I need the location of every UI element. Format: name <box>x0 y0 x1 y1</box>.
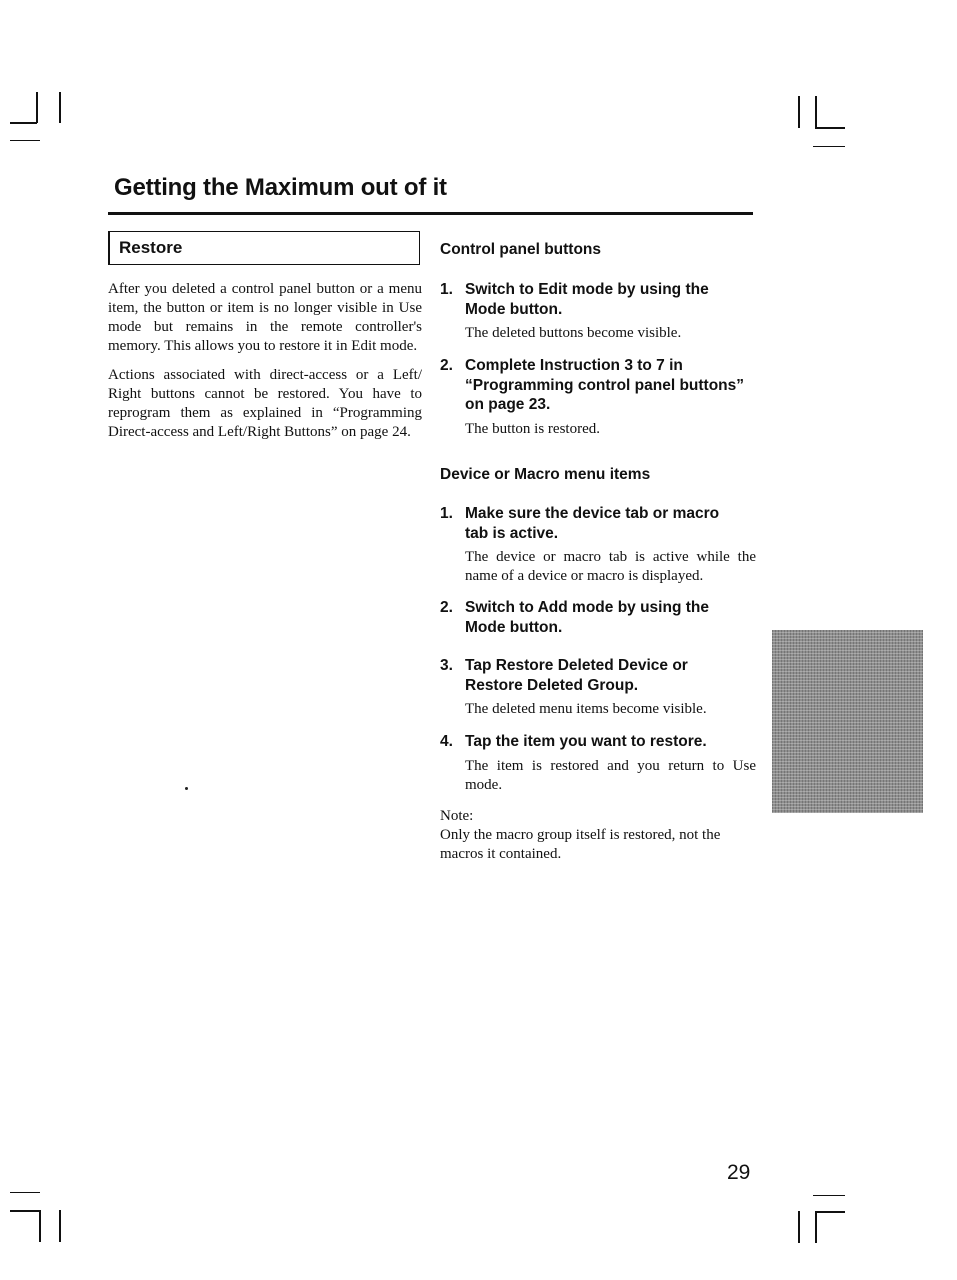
crop-mark-top-left-vertical-2 <box>59 92 61 123</box>
restore-body <box>108 280 422 452</box>
note <box>440 807 754 864</box>
device-macro-step-1 <box>440 504 756 586</box>
step-title: Tap the item you want to restore. <box>465 733 707 750</box>
crop-mark-bottom-left-rule <box>10 1192 40 1193</box>
device-macro-step-3 <box>440 656 756 719</box>
page-title: Getting the Maximum out of it <box>114 174 447 201</box>
crop-mark-top-left-horizontal <box>10 122 37 124</box>
device-macro-step-4 <box>440 732 756 795</box>
crop-mark-bottom-left-horizontal <box>10 1210 40 1212</box>
crop-mark-bottom-right-vertical-1 <box>798 1211 800 1243</box>
restore-paragraph-2: Actions associated with direct-access or a Left/ Right buttons cannot be restored. You have to reprogram them as explained in “Programming Direct-access and Left/Right Buttons” on page 24. <box>108 367 422 440</box>
crop-mark-top-left-vertical-1 <box>36 92 38 123</box>
crop-mark-bottom-left-vertical-2 <box>59 1210 61 1242</box>
crop-mark-bottom-left-vertical-1 <box>39 1210 41 1242</box>
step-title: Switch to Add mode by using the Mode button. <box>465 599 709 636</box>
control-panel-step-2 <box>440 356 756 439</box>
control-panel-step-1 <box>440 280 756 343</box>
step-title: Switch to Edit mode by using the Mode button. <box>465 281 709 318</box>
step-number: 2. <box>440 599 453 616</box>
step-description: The deleted buttons become visible. <box>465 325 682 341</box>
title-rule <box>108 212 753 215</box>
restore-paragraph-1: After you deleted a control panel button or a menu item, the button or item is no longer visible in Use mode but remains in the remote controller's memory. This allows you to restore it in Edit mode. <box>108 281 422 354</box>
step-number: 4. <box>440 733 453 750</box>
step-description: The button is restored. <box>465 420 600 437</box>
crop-mark-bottom-right-horizontal <box>815 1211 845 1213</box>
page-number: 29 <box>727 1161 751 1184</box>
note-label: Note: <box>440 808 474 824</box>
scan-speck <box>185 787 188 790</box>
crop-mark-bottom-right-rule <box>813 1195 845 1196</box>
step-number: 1. <box>440 505 453 522</box>
crop-mark-top-right-rule <box>813 146 845 147</box>
device-macro-step-2 <box>440 598 756 637</box>
step-description: The item is restored and you return to Use mode. <box>465 757 756 793</box>
crop-mark-top-right-vertical-1 <box>798 96 800 128</box>
note-text: Only the macro group itself is restored, not the macros it contained. <box>440 827 721 862</box>
step-title: Tap Restore Deleted Device or Restore Deleted Group. <box>465 657 688 694</box>
restore-heading: Restore <box>119 238 183 257</box>
step-title: Make sure the device tab or macro tab is active. <box>465 505 720 542</box>
restore-heading-box <box>108 231 420 265</box>
step-number: 2. <box>440 357 453 374</box>
crop-mark-top-left-rule <box>10 140 40 141</box>
step-number: 3. <box>440 657 453 674</box>
step-title: Complete Instruction 3 to 7 in “Programming control panel buttons” on page 23. <box>465 357 745 413</box>
step-description: The deleted menu items become visible. <box>465 701 707 717</box>
crop-mark-top-right-vertical-2 <box>815 96 817 128</box>
step-number: 1. <box>440 281 453 298</box>
crop-mark-bottom-right-vertical-2 <box>815 1211 817 1243</box>
device-macro-heading: Device or Macro menu items <box>440 466 651 483</box>
crop-mark-top-right-horizontal <box>815 127 845 129</box>
step-description: The device or macro tab is active while the name of a device or macro is displayed. <box>465 549 756 584</box>
control-panel-heading: Control panel buttons <box>440 241 602 258</box>
section-thumb-tab <box>772 630 923 813</box>
